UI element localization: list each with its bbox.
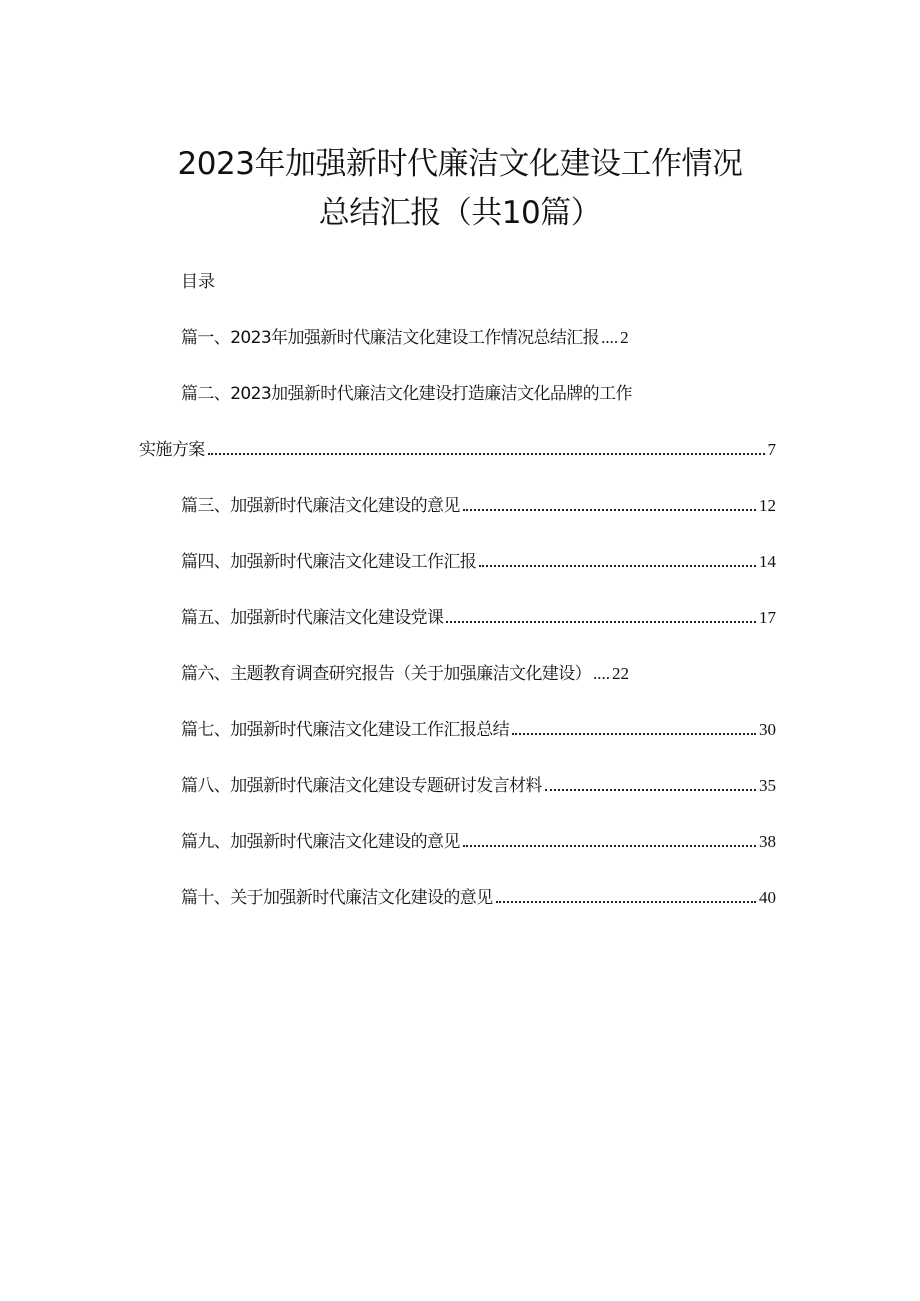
toc-entry-page: 22: [612, 664, 629, 683]
toc-entry-page: 7: [767, 440, 776, 459]
document-title-line-2: 总结汇报（共10篇）: [318, 195, 602, 231]
toc-entry[interactable]: [181, 658, 776, 686]
toc-dot-leader: [479, 565, 756, 567]
toc-entry-leader: ....: [593, 664, 610, 683]
toc-entry-title: 篇五、加强新时代廉洁文化建设党课: [181, 608, 444, 628]
toc-entry-title: 篇四、加强新时代廉洁文化建设工作汇报: [181, 552, 477, 572]
toc-entry-page: 17: [759, 608, 776, 627]
toc-entry-title: 篇九、加强新时代廉洁文化建设的意见: [181, 832, 460, 852]
toc-entry[interactable]: [181, 714, 776, 742]
toc-entry-title: 篇八、加强新时代廉洁文化建设专题研讨发言材料: [181, 776, 542, 796]
toc-dot-leader: [545, 789, 756, 791]
toc-dot-leader: [496, 901, 756, 903]
toc-entry[interactable]: [181, 322, 776, 350]
toc-entry-continuation[interactable]: [139, 434, 776, 462]
toc-entry[interactable]: [181, 602, 776, 630]
toc-dot-leader: [512, 733, 756, 735]
toc-dot-leader: [463, 509, 756, 511]
toc-entry[interactable]: [181, 378, 741, 406]
toc-entry[interactable]: [181, 826, 776, 854]
toc-entry-title: 篇二、2023加强新时代廉洁文化建设打造廉洁文化品牌的工作: [181, 384, 632, 404]
toc-entry[interactable]: [181, 882, 776, 910]
toc-entry[interactable]: [181, 546, 776, 574]
toc-entry-title: 篇一、2023年加强新时代廉洁文化建设工作情况总结汇报: [181, 328, 600, 348]
document-title-line-1: 2023年加强新时代廉洁文化建设工作情况: [177, 146, 743, 182]
toc-entry-page: 12: [759, 496, 776, 515]
toc-entry-title-continuation: 实施方案: [139, 440, 205, 460]
toc-entry-title: 篇六、主题教育调查研究报告（关于加强廉洁文化建设）: [181, 664, 591, 684]
toc-entry-page: 35: [759, 776, 776, 795]
toc-dot-leader: [446, 621, 756, 623]
toc-entry-page: 14: [759, 552, 776, 571]
toc-entry[interactable]: [181, 770, 776, 798]
toc-dot-leader: [463, 845, 756, 847]
toc-entry-page: 40: [759, 888, 776, 907]
toc-entry-page: 38: [759, 832, 776, 851]
toc-entry-page: 2: [620, 328, 629, 347]
toc-heading: 目录: [181, 272, 215, 292]
toc-entry-title: 篇三、加强新时代廉洁文化建设的意见: [181, 496, 460, 516]
toc-entry-leader: ....: [601, 328, 619, 347]
toc-entry[interactable]: [181, 490, 776, 518]
toc-entry-title: 篇七、加强新时代廉洁文化建设工作汇报总结: [181, 720, 509, 740]
toc-entry-title: 篇十、关于加强新时代廉洁文化建设的意见: [181, 888, 493, 908]
toc-dot-leader: [208, 453, 765, 455]
toc-entry-page: 30: [759, 720, 776, 739]
